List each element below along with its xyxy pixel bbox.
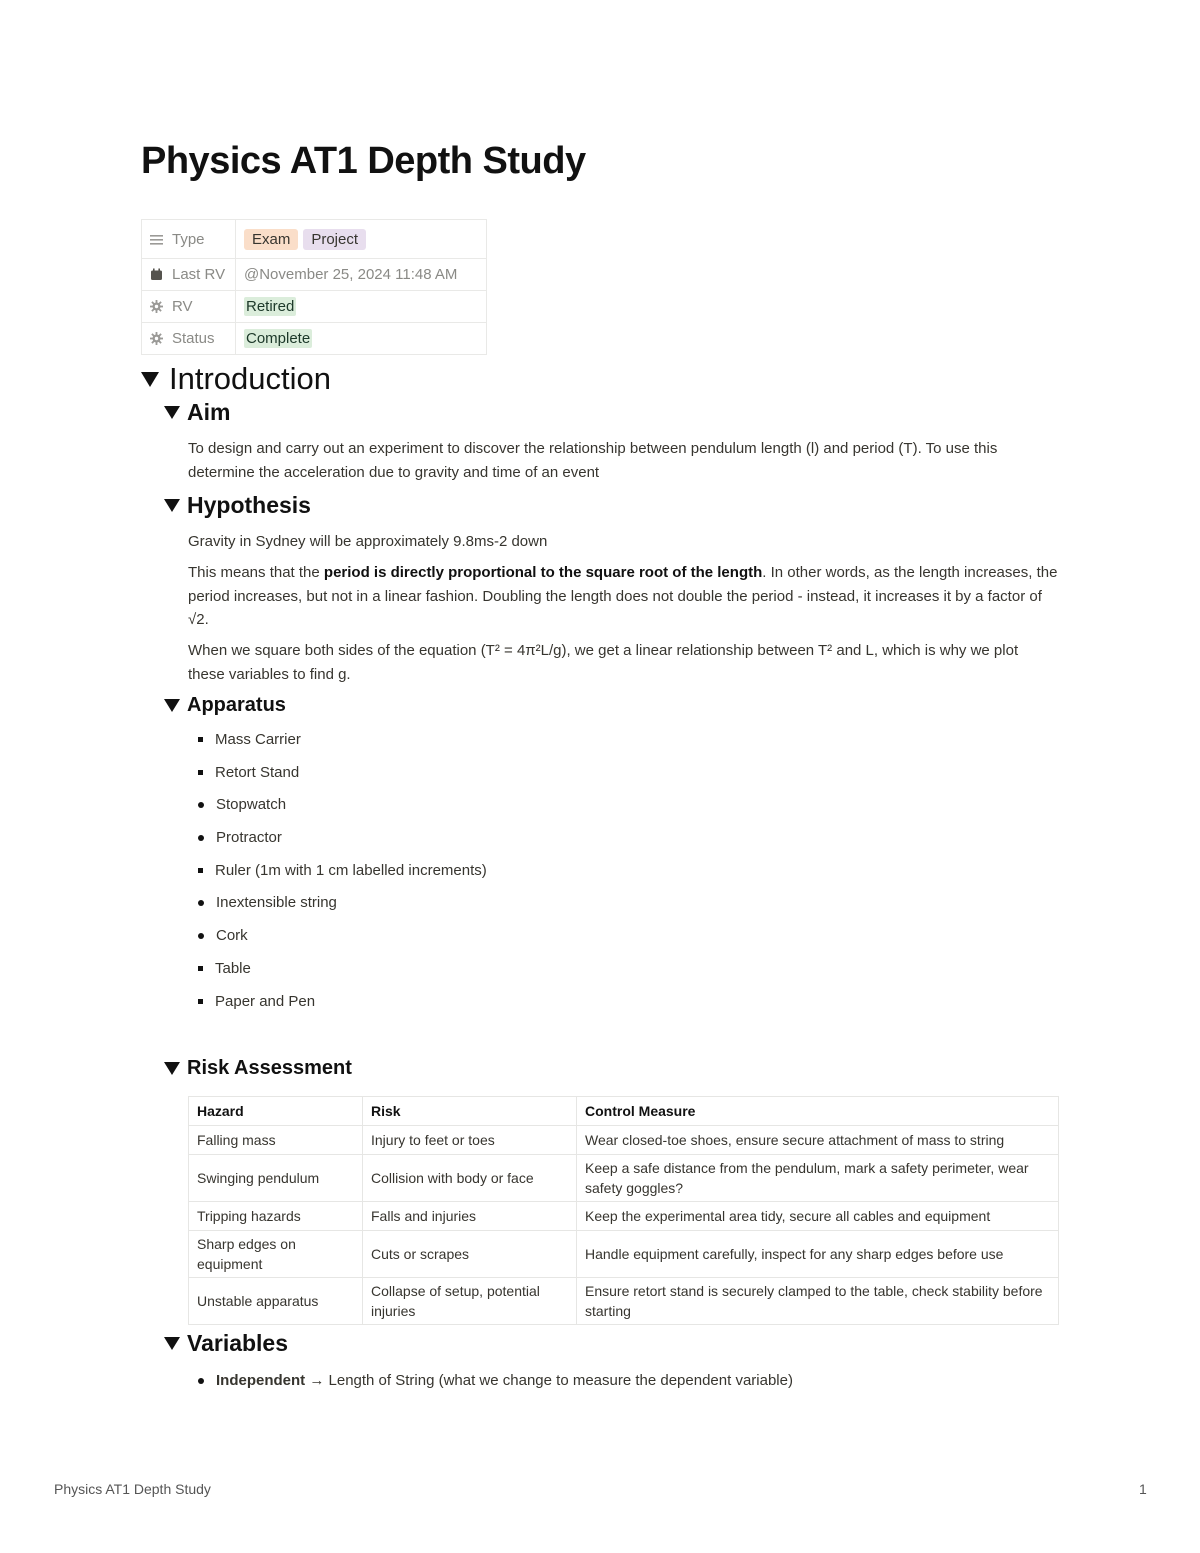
table-header-row — [189, 1097, 1059, 1126]
toggle-introduction[interactable] — [141, 361, 331, 397]
bullet-icon — [198, 868, 203, 873]
table-cell: Unstable apparatus — [189, 1278, 363, 1325]
table-cell: Falling mass — [189, 1126, 363, 1155]
property-value-status[interactable] — [236, 323, 487, 355]
table-cell: Sharp edges on equipment — [189, 1231, 363, 1278]
list-item: Table — [198, 960, 487, 993]
list-item: Mass Carrier — [198, 731, 487, 764]
list-item: Cork — [198, 927, 487, 960]
property-name-type: Type — [142, 220, 236, 259]
property-value-type[interactable] — [236, 220, 487, 259]
bullet-icon — [198, 966, 203, 971]
table-row — [189, 1278, 1059, 1325]
table-cell: Ensure retort stand is securely clamped to the table, check stability before starting — [577, 1278, 1059, 1325]
heading-risk-assessment: Risk Assessment — [187, 1057, 352, 1079]
table-cell: Collision with body or face — [363, 1155, 577, 1202]
property-value-last-rv[interactable] — [236, 259, 487, 291]
tag-exam[interactable]: Exam — [244, 229, 298, 250]
toggle-triangle-icon[interactable] — [164, 1337, 180, 1350]
property-value-rv[interactable] — [236, 291, 487, 323]
bullet-icon — [198, 802, 204, 808]
property-row-last-rv[interactable] — [142, 259, 487, 291]
toggle-triangle-icon[interactable] — [164, 406, 180, 419]
table-row — [189, 1202, 1059, 1231]
properties-table — [141, 219, 487, 355]
table-cell: Handle equipment carefully, inspect for any sharp edges before use — [577, 1231, 1059, 1278]
toggle-hypothesis[interactable] — [164, 492, 311, 519]
toggle-apparatus[interactable] — [164, 694, 286, 717]
page-number: 1 — [1139, 1481, 1147, 1497]
status-value: Complete — [246, 330, 311, 347]
page-title: Physics AT1 Depth Study — [141, 140, 586, 182]
bullet-icon — [198, 933, 204, 939]
table-cell: Keep the experimental area tidy, secure all cables and equipment — [577, 1202, 1059, 1231]
variable-label: Independent — [216, 1372, 306, 1389]
bullet-icon — [198, 835, 204, 841]
bullet-icon — [198, 737, 203, 742]
property-row-type[interactable] — [142, 220, 487, 259]
toggle-triangle-icon[interactable] — [164, 499, 180, 512]
tag-project[interactable]: Project — [303, 229, 366, 250]
variables-list — [198, 1372, 793, 1405]
list-item: Protractor — [198, 829, 487, 862]
table-cell: Collapse of setup, potential injuries — [363, 1278, 577, 1325]
table-row — [189, 1126, 1059, 1155]
hypothesis-p1: Gravity in Sydney will be approximately 9.8ms-2 down — [188, 533, 548, 550]
column-header: Hazard — [189, 1097, 363, 1126]
list-item: Retort Stand — [198, 764, 487, 797]
date-mention[interactable]: @November 25, 2024 11:48 AM — [244, 266, 458, 283]
hypothesis-p3: When we square both sides of the equation (T² = 4π²L/g), we get a linear relationship between T² and L, which is why we plot these variables to find g. — [188, 642, 1019, 683]
heading-hypothesis: Hypothesis — [187, 492, 311, 518]
property-name-status: Status — [142, 323, 236, 355]
hypothesis-bold-text: period is directly proportional to the square root of the length — [323, 564, 763, 581]
rv-value: Retired — [246, 298, 295, 315]
column-header: Control Measure — [577, 1097, 1059, 1126]
toggle-risk-assessment[interactable] — [164, 1057, 352, 1080]
table-cell: Keep a safe distance from the pendulum, mark a safety perimeter, wear safety goggles? — [577, 1155, 1059, 1202]
heading-apparatus: Apparatus — [187, 694, 286, 716]
heading-variables: Variables — [187, 1330, 289, 1356]
table-cell: Falls and injuries — [363, 1202, 577, 1231]
table-cell: Swinging pendulum — [189, 1155, 363, 1202]
toggle-triangle-icon[interactable] — [164, 1062, 180, 1075]
apparatus-list — [198, 731, 487, 1025]
table-row — [189, 1155, 1059, 1202]
list-item: Inextensible string — [198, 894, 487, 927]
gear-icon — [150, 300, 163, 313]
toggle-triangle-icon[interactable] — [164, 699, 180, 712]
toggle-variables[interactable] — [164, 1330, 288, 1357]
hypothesis-p2: This means that the period is directly proportional to the square root of the length. In other words, as the length increases, the period increases, but not in a linear fashion. Doubling the length does not double the period - instead, it increases it by a factor of √2. — [188, 564, 1058, 628]
column-header: Risk — [363, 1097, 577, 1126]
property-row-rv[interactable] — [142, 291, 487, 323]
bullet-icon — [198, 900, 204, 906]
risk-table — [188, 1096, 1059, 1325]
heading-aim: Aim — [187, 399, 231, 425]
table-cell: Injury to feet or toes — [363, 1126, 577, 1155]
list-item: Ruler (1m with 1 cm labelled increments) — [198, 862, 487, 895]
bullet-icon — [198, 1378, 204, 1384]
property-name-rv: RV — [142, 291, 236, 323]
footer-title: Physics AT1 Depth Study — [54, 1481, 211, 1497]
property-name-last-rv: Last RV — [142, 259, 236, 291]
list-item: Independent → Length of String (what we change to measure the dependent variable) — [198, 1372, 793, 1405]
toggle-aim[interactable] — [164, 399, 230, 426]
list-icon — [150, 233, 163, 246]
aim-text: To design and carry out an experiment to discover the relationship between pendulum length (l) and period (T). To use this determine the acceleration due to gravity and time of an event — [188, 440, 998, 481]
heading-introduction: Introduction — [169, 361, 331, 396]
list-item: Stopwatch — [198, 796, 487, 829]
gear-icon — [150, 332, 163, 345]
table-cell: Wear closed-toe shoes, ensure secure attachment of mass to string — [577, 1126, 1059, 1155]
table-row — [189, 1231, 1059, 1278]
table-cell: Tripping hazards — [189, 1202, 363, 1231]
table-cell: Cuts or scrapes — [363, 1231, 577, 1278]
property-row-status[interactable] — [142, 323, 487, 355]
bullet-icon — [198, 770, 203, 775]
list-item: Paper and Pen — [198, 993, 487, 1026]
calendar-icon — [150, 268, 163, 281]
bullet-icon — [198, 999, 203, 1004]
toggle-triangle-icon[interactable] — [141, 372, 159, 387]
